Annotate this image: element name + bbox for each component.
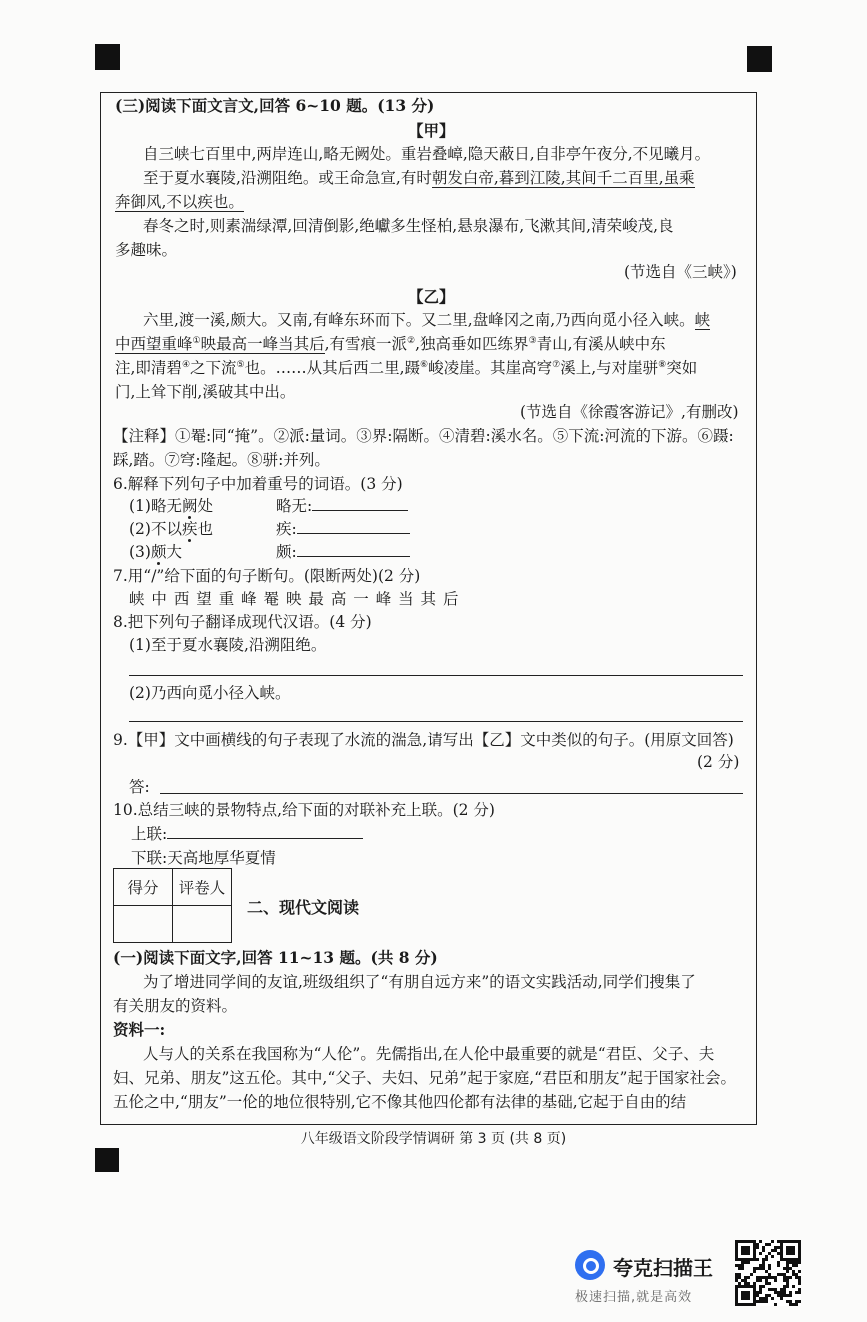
yi-text: 之下流 xyxy=(190,359,237,377)
material-line-2: 妇、兄弟、朋友”这五伦。其中,“父子、夫妇、兄弟”起于家庭,“君臣和朋友”起于国家社会。 xyxy=(113,1069,736,1087)
q6-answer-1 xyxy=(276,496,408,516)
question-8: 8.把下列句子翻译成现代汉语。(4 分) xyxy=(113,613,372,631)
notes-line-1: 【注释】①罨:同“掩”。②派:量词。③界:隔断。④清碧:溪水名。⑤下流:河流的下游。⑥蹑: xyxy=(113,427,734,445)
jia-paragraph-3-line-2: 多趣味。 xyxy=(115,241,178,259)
jia-source: (节选自《三峡》) xyxy=(624,263,737,281)
couplet-label: 上联: xyxy=(131,825,168,843)
underlined-sentence: 奔御风,不以疾也。 xyxy=(115,193,244,211)
q6-answer-2 xyxy=(276,519,410,539)
answer-blank[interactable] xyxy=(312,496,408,511)
yi-line-1 xyxy=(143,310,710,330)
underlined-sentence: 峡 xyxy=(694,311,711,329)
yi-text: 突如 xyxy=(666,359,698,377)
note-mark: ③ xyxy=(528,335,537,346)
yi-line-2 xyxy=(115,334,666,354)
yi-line-4: 门,上耸下削,溪破其中出。 xyxy=(115,383,296,401)
answer-key: 疾: xyxy=(276,520,297,538)
q6-answer-3 xyxy=(276,542,410,562)
yi-source: (节选自《徐霞客游记》,有删改) xyxy=(520,403,739,421)
yi-line-3 xyxy=(115,358,697,378)
question-7: 7.用“/”给下面的句子断句。(限断两处)(2 分) xyxy=(113,567,421,585)
question-9: 9.【甲】文中画横线的句子表现了水流的湍急,请写出【乙】文中类似的句子。(用原文回答) xyxy=(113,731,734,749)
intro-line-2: 有关朋友的资料。 xyxy=(113,997,238,1015)
grader-cell[interactable] xyxy=(173,906,232,943)
yi-text: 青山,有溪从峡中东 xyxy=(536,335,666,353)
jia-paragraph-2-line-1 xyxy=(143,168,695,188)
text-title-jia: 【甲】 xyxy=(408,121,455,140)
yi-text: 注,即清碧 xyxy=(115,359,182,377)
q6-text: (3) xyxy=(129,543,151,561)
score-header: 得分 xyxy=(114,869,173,906)
material-label: 资料一: xyxy=(113,1020,166,1039)
underlined-sentence: 朝发白帝,暮到江陵,其间千二百里,虽乘 xyxy=(431,169,695,187)
q10-lower-couplet: 下联:天高地厚华夏情 xyxy=(131,849,276,867)
registration-mark-bottom-left xyxy=(95,1148,119,1172)
note-mark: ⑧ xyxy=(658,359,667,370)
emphasized-word: 阙 xyxy=(181,497,198,515)
note-mark: ④ xyxy=(181,359,191,370)
question-10: 10.总结三峡的景物特点,给下面的对联补充上联。(2 分) xyxy=(113,801,495,819)
answer-blank[interactable] xyxy=(297,542,410,557)
yi-text: 六里,渡一溪,颇大。又南,有峰东环而下。又二里,盘峰冈之南,乃西向觅小径入峡。 xyxy=(143,311,695,329)
q6-text: (2)不以 xyxy=(129,520,182,538)
brand-slogan: 极速扫描,就是高效 xyxy=(575,1290,693,1305)
section-header: (三)阅读下面文言文,回答 6~10 题。(13 分) xyxy=(115,96,435,115)
note-mark: ② xyxy=(407,335,416,346)
q6-text: 也 xyxy=(197,520,213,538)
q6-item-1 xyxy=(129,496,213,516)
jia-text: 至于夏水襄陵,沿溯阻绝。或王命急宣,有时 xyxy=(143,169,432,187)
yi-text: ,独高垂如匹练界 xyxy=(415,335,529,353)
material-line-1: 人与人的关系在我国称为“人伦”。先儒指出,在人伦中最重要的就是“君臣、父子、夫 xyxy=(143,1045,715,1063)
q8-item-2: (2)乃西向觅小径入峡。 xyxy=(129,684,291,702)
registration-mark-top-right xyxy=(747,46,772,72)
qr-code-icon xyxy=(735,1240,801,1306)
emphasized-word: 颇 xyxy=(150,543,167,561)
answer-blank[interactable] xyxy=(297,519,410,534)
note-mark: ⑤ xyxy=(236,359,245,370)
jia-paragraph-3-line-1: 春冬之时,则素湍绿潭,回清倒影,绝巘多生怪柏,悬泉瀑布,飞漱其间,清荣峻茂,良 xyxy=(143,217,674,235)
yi-text: 峻凌崖。其崖高穹 xyxy=(428,359,553,377)
note-mark: ⑥ xyxy=(420,359,429,370)
answer-line[interactable] xyxy=(129,675,743,676)
underlined-sentence: 映最高一峰当其后 xyxy=(200,335,325,353)
question-6: 6.解释下列句子中加着重号的词语。(3 分) xyxy=(113,475,403,493)
answer-key: 略无: xyxy=(276,497,313,515)
jia-paragraph-1: 自三峡七百里中,两岸连山,略无阙处。重岩叠嶂,隐天蔽日,自非亭午夜分,不见曦月。 xyxy=(143,145,711,163)
q6-text: 处 xyxy=(197,497,213,515)
grader-header: 评卷人 xyxy=(173,869,232,906)
underlined-sentence: 中西望重峰 xyxy=(115,335,193,353)
scoring-table xyxy=(113,868,232,943)
scanner-watermark xyxy=(575,1250,725,1305)
registration-mark-top-left xyxy=(95,44,120,70)
page-footer: 八年级语文阶段学情调研 第 3 页 (共 8 页) xyxy=(300,1131,567,1147)
q9-score: (2 分) xyxy=(697,753,740,771)
q6-item-2 xyxy=(129,519,213,539)
answer-key: 颇: xyxy=(276,543,297,561)
section-header: (一)阅读下面文字,回答 11~13 题。(共 8 分) xyxy=(113,948,438,967)
note-mark: ① xyxy=(192,335,201,346)
score-cell[interactable] xyxy=(114,906,173,943)
q6-item-3 xyxy=(129,542,182,562)
answer-line[interactable] xyxy=(160,793,743,794)
brand-name: 夸克扫描王 xyxy=(613,1256,713,1280)
q6-text: (1)略无 xyxy=(129,497,182,515)
intro-line-1: 为了增进同学间的友谊,班级组织了“有朋自远方来”的语文实践活动,同学们搜集了 xyxy=(143,973,696,991)
q6-text: 大 xyxy=(166,543,182,561)
q10-upper-couplet xyxy=(131,824,363,844)
answer-blank[interactable] xyxy=(167,824,363,839)
yi-text: 也。……从其后西二里,蹑 xyxy=(244,359,421,377)
notes-line-2: 踩,踏。⑦穹:隆起。⑧骈:并列。 xyxy=(113,451,330,469)
q8-item-1: (1)至于夏水襄陵,沿溯阻绝。 xyxy=(129,636,327,654)
material-line-3: 五伦之中,“朋友”一伦的地位很特别,它不像其他四伦都有法律的基础,它起于自由的结 xyxy=(113,1093,687,1111)
part-2-title: 二、现代文阅读 xyxy=(247,898,360,917)
text-title-yi: 【乙】 xyxy=(408,287,455,306)
note-mark: ⑦ xyxy=(552,359,561,370)
quark-logo-icon xyxy=(575,1250,605,1280)
yi-text: 溪上,与对崖骈 xyxy=(560,359,659,377)
q7-sentence: 峡 中 西 望 重 峰 罨 映 最 高 一 峰 当 其 后 xyxy=(129,590,460,608)
emphasized-word: 疾 xyxy=(181,520,198,538)
jia-paragraph-2-line-2 xyxy=(115,192,244,212)
yi-text: ,有雪痕一派 xyxy=(324,335,408,353)
q9-answer-label: 答: xyxy=(129,778,150,796)
answer-line[interactable] xyxy=(129,721,743,722)
